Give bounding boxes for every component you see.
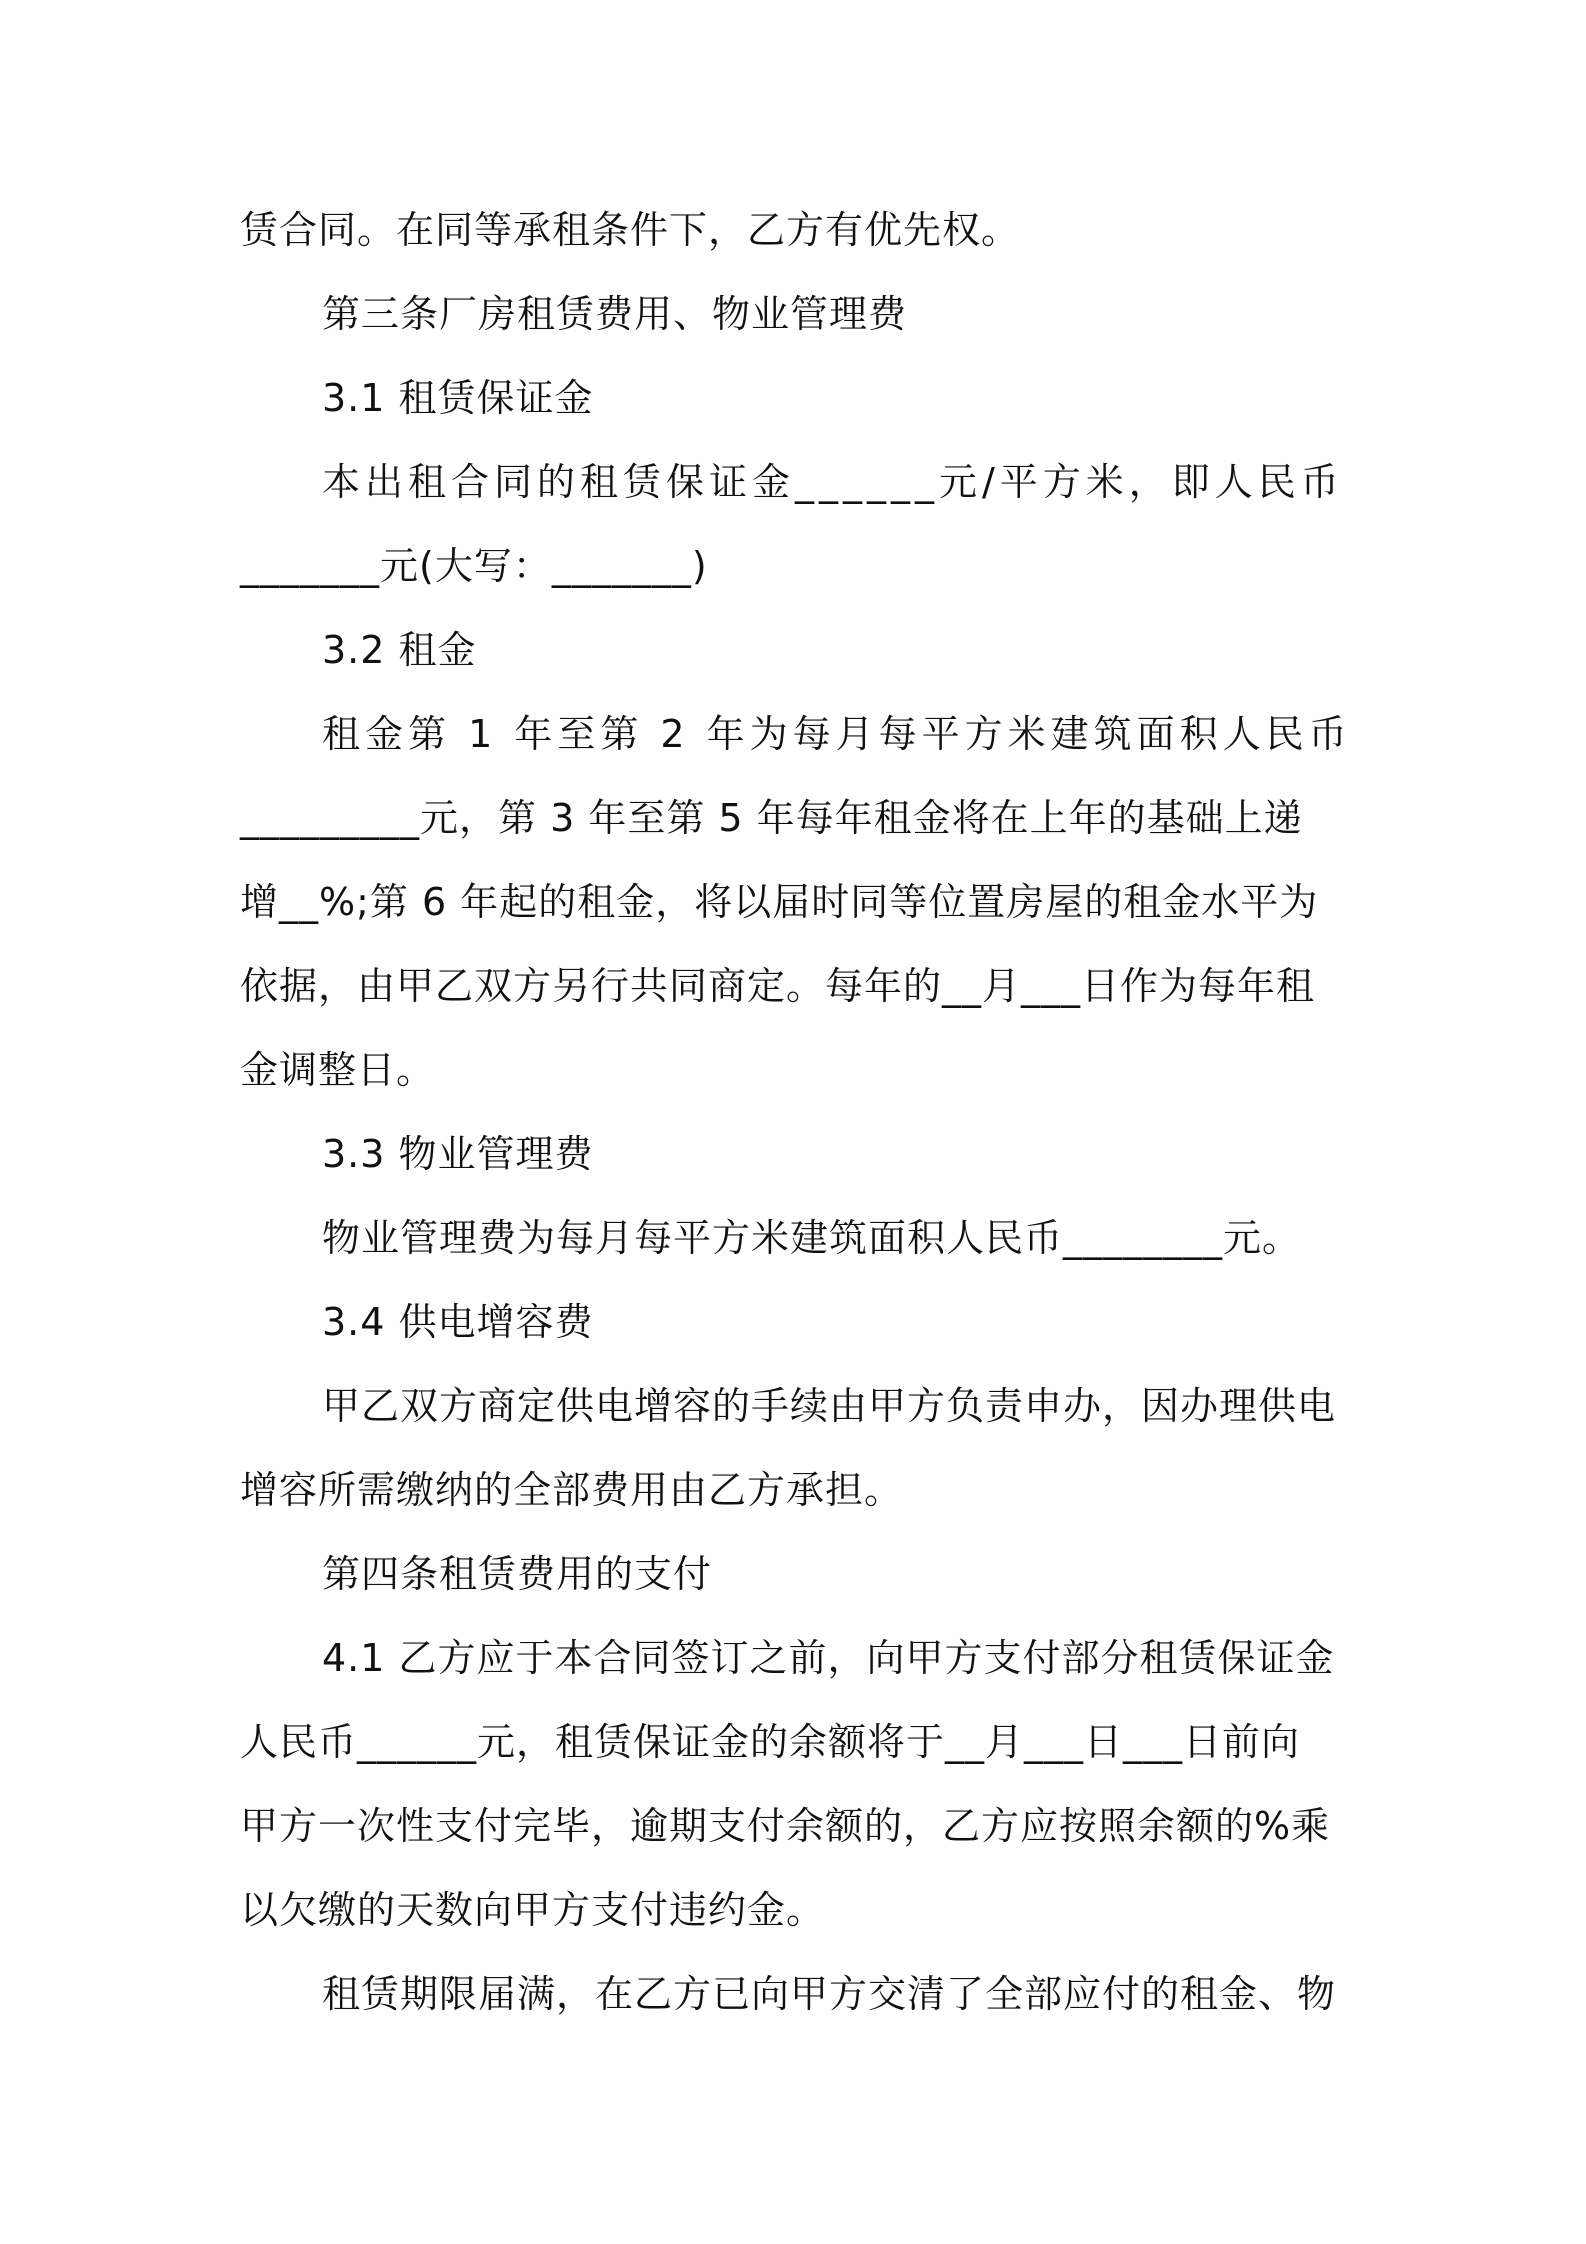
text-line-21: 以欠缴的天数向甲方支付违约金。 [240,1888,826,1932]
subheading-3-2: 3.2 租金 [322,628,477,672]
text-line-4: 本出租合同的租赁保证金______元/平方米，即人民币 [322,460,1344,504]
text-line-1: 赁合同。在同等承租条件下，乙方有优先权。 [240,208,1021,252]
text-line-15: 甲乙双方商定供电增容的手续由甲方负责申办，因办理供电 [322,1384,1337,1428]
subheading-3-1: 3.1 租赁保证金 [322,376,594,420]
text-line-10: 依据，由甲乙双方另行共同商定。每年的__月___日作为每年租 [240,964,1316,1008]
text-line-9: 增__%;第 6 年起的租金，将以届时同等位置房屋的租金水平为 [240,880,1319,924]
text-line-7: 租金第 1 年至第 2 年为每月每平方米建筑面积人民币 [322,712,1352,756]
text-line-19: 人民币______元，租赁保证金的余额将于__月___日___日前向 [240,1720,1301,1764]
text-line-18: 4.1 乙方应于本合同签订之前，向甲方支付部分租赁保证金 [322,1636,1335,1680]
subheading-3-3: 3.3 物业管理费 [322,1132,594,1176]
text-line-20: 甲方一次性支付完毕，逾期支付余额的，乙方应按照余额的%乘 [240,1804,1331,1848]
text-line-16: 增容所需缴纳的全部费用由乙方承担。 [240,1468,904,1512]
subheading-3-4: 3.4 供电增容费 [322,1300,594,1344]
text-line-22: 租赁期限届满，在乙方已向甲方交清了全部应付的租金、物 [322,1972,1337,2016]
text-line-5: _______元(大写：_______) [240,544,708,588]
section-heading-3: 第三条厂房租赁费用、物业管理费 [322,292,908,336]
text-line-13: 物业管理费为每月每平方米建筑面积人民币________元。 [322,1216,1302,1260]
text-line-8: _________元，第 3 年至第 5 年每年租金将在上年的基础上递 [240,796,1303,840]
text-line-11: 金调整日。 [240,1048,436,1092]
section-heading-4: 第四条租赁费用的支付 [322,1552,713,1596]
